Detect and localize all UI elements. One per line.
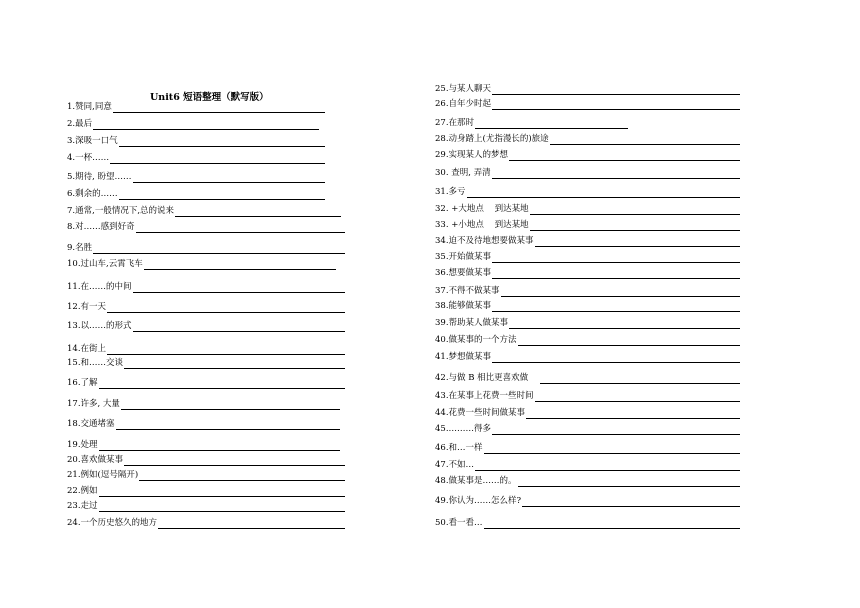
phrase-text: 多亏 xyxy=(448,187,466,197)
phrase-row xyxy=(435,201,740,215)
phrase-row xyxy=(435,405,740,419)
phrase-row xyxy=(435,457,740,471)
phrase-text: 与某人聊天 xyxy=(448,84,492,94)
phrase-number: 17. xyxy=(67,399,81,409)
phrase-text: 过山车,云霄飞车 xyxy=(80,259,143,269)
page-title: Unit6 短语整理（默写版） xyxy=(150,92,269,103)
phrase-text: 你认为……怎么样? xyxy=(448,496,522,506)
answer-blank-line[interactable] xyxy=(492,253,740,263)
phrase-number: 29. xyxy=(435,150,449,160)
phrase-row xyxy=(435,165,740,179)
phrase-row xyxy=(435,493,740,507)
phrase-text: 例如 xyxy=(80,486,98,496)
phrase-text: 花费一些时间做某事 xyxy=(448,408,526,418)
phrase-row xyxy=(435,115,628,129)
phrase-number: 40. xyxy=(435,335,449,345)
phrase-row xyxy=(435,473,740,487)
answer-blank-line[interactable] xyxy=(175,207,341,217)
phrase-number: 10. xyxy=(67,259,81,269)
phrase-row xyxy=(435,440,740,454)
phrase-number: 11. xyxy=(67,282,81,292)
phrase-text: 了解 xyxy=(80,378,98,388)
phrase-text: 开始做某事 xyxy=(448,252,492,262)
answer-blank-line[interactable] xyxy=(492,169,740,179)
phrase-text: 在……的中间 xyxy=(80,282,132,292)
phrase-number: 19. xyxy=(67,440,81,450)
phrase-row xyxy=(67,299,345,313)
phrase-text: 能够做某事 xyxy=(448,301,492,311)
phrase-number: 36. xyxy=(435,268,449,278)
answer-blank-line[interactable] xyxy=(99,379,345,389)
phrase-text: 对……感到好奇 xyxy=(75,222,135,232)
phrase-number: 49. xyxy=(435,496,449,506)
phrase-text: 不得不做某事 xyxy=(448,286,500,296)
phrase-row xyxy=(67,515,345,529)
phrase-row xyxy=(435,421,740,435)
phrase-row xyxy=(67,452,345,466)
phrase-number: 44. xyxy=(435,408,449,418)
phrase-row xyxy=(435,249,740,263)
phrase-number: 38. xyxy=(435,301,449,311)
phrase-number: 18. xyxy=(67,419,81,429)
phrase-row xyxy=(435,388,740,402)
phrase-row xyxy=(435,233,740,247)
phrase-number: 4. xyxy=(67,153,76,163)
phrase-number: 24. xyxy=(67,518,81,528)
phrase-row xyxy=(435,349,740,363)
phrase-number: 20. xyxy=(67,455,81,465)
phrase-number: 14. xyxy=(67,344,81,354)
phrase-number: 39. xyxy=(435,318,449,328)
phrase-text: 剩余的…… xyxy=(75,189,118,199)
answer-blank-line[interactable] xyxy=(484,444,740,454)
phrase-row xyxy=(435,131,740,145)
phrase-text: 不如… xyxy=(448,460,475,470)
phrase-row xyxy=(435,283,740,297)
answer-blank-line[interactable] xyxy=(107,303,345,313)
answer-blank-line[interactable] xyxy=(119,137,325,147)
phrase-text: 梦想做某事 xyxy=(448,352,492,362)
phrase-text: 帮助某人做某事 xyxy=(448,318,509,328)
phrase-text: 以……的形式 xyxy=(80,321,132,331)
phrase-row xyxy=(435,515,740,529)
answer-blank-line[interactable] xyxy=(550,135,740,145)
phrase-number: 42. xyxy=(435,373,449,383)
phrase-text: 最后 xyxy=(75,119,93,129)
answer-blank-line[interactable] xyxy=(139,471,345,481)
answer-blank-line[interactable] xyxy=(530,205,740,215)
phrase-row xyxy=(67,256,336,270)
answer-blank-line[interactable] xyxy=(124,359,345,369)
phrase-number: 25. xyxy=(435,84,449,94)
answer-blank-line[interactable] xyxy=(518,477,740,487)
phrase-number: 23. xyxy=(67,501,81,511)
phrase-text: 做某事是……的。 xyxy=(448,476,517,486)
phrase-text: 查明, 弄清 xyxy=(448,168,491,178)
phrase-text: 在某事上花费一些时间 xyxy=(448,391,534,401)
phrase-number: 37. xyxy=(435,286,449,296)
phrase-number: 32. xyxy=(435,204,449,214)
answer-blank-line[interactable] xyxy=(509,151,740,161)
phrase-row xyxy=(435,298,740,312)
phrase-number: 35. xyxy=(435,252,449,262)
phrase-row xyxy=(67,150,325,164)
phrase-row xyxy=(435,184,740,198)
phrase-row xyxy=(67,355,345,369)
phrase-number: 8. xyxy=(67,222,76,232)
answer-blank-line[interactable] xyxy=(492,353,740,363)
phrase-number: 15. xyxy=(67,358,81,368)
phrase-text: 有一天 xyxy=(80,302,107,312)
answer-blank-line[interactable] xyxy=(509,319,740,329)
phrase-number: 31. xyxy=(435,187,449,197)
phrase-row xyxy=(67,169,325,183)
answer-blank-line[interactable] xyxy=(133,173,325,183)
phrase-row xyxy=(67,416,340,430)
phrase-text: ………得多 xyxy=(448,424,492,434)
answer-blank-line[interactable] xyxy=(136,223,345,233)
phrase-number: 12. xyxy=(67,302,81,312)
phrase-number: 5. xyxy=(67,172,76,182)
phrase-number: 41. xyxy=(435,352,449,362)
answer-blank-line[interactable] xyxy=(518,336,740,346)
phrase-row xyxy=(67,498,345,512)
phrase-text: 喜欢做某事 xyxy=(80,455,124,465)
answer-blank-line[interactable] xyxy=(522,497,740,507)
phrase-text: 和……交谈 xyxy=(80,358,124,368)
answer-blank-line[interactable] xyxy=(110,154,325,164)
answer-blank-line[interactable] xyxy=(492,85,740,95)
phrase-number: 50. xyxy=(435,518,449,528)
phrase-row xyxy=(67,279,345,293)
answer-blank-line[interactable] xyxy=(121,400,340,410)
phrase-text: 通常,一般情况下,总的说来 xyxy=(75,206,175,216)
phrase-number: 28. xyxy=(435,134,449,144)
answer-blank-line[interactable] xyxy=(492,100,740,110)
phrase-row xyxy=(67,437,340,451)
phrase-number: 9. xyxy=(67,243,76,253)
phrase-text: 期待, 盼望…… xyxy=(75,172,132,182)
answer-blank-line[interactable] xyxy=(99,441,340,451)
answer-blank-line[interactable] xyxy=(501,287,740,297)
phrase-row xyxy=(435,370,740,384)
phrase-text: 名胜 xyxy=(75,243,93,253)
answer-blank-line[interactable] xyxy=(144,260,336,270)
phrase-text: 深吸一口气 xyxy=(75,136,118,146)
phrase-text: 一个历史悠久的地方 xyxy=(80,518,158,528)
phrase-row xyxy=(67,375,345,389)
phrase-number: 30. xyxy=(435,168,449,178)
answer-blank-line[interactable] xyxy=(540,374,740,384)
phrase-row xyxy=(67,341,345,355)
phrase-row xyxy=(435,217,740,231)
answer-blank-line[interactable] xyxy=(492,425,740,435)
phrase-number: 33. xyxy=(435,220,449,230)
phrase-number: 2. xyxy=(67,119,76,129)
phrase-text: +小地点 到达某地 xyxy=(448,220,529,230)
answer-blank-line[interactable] xyxy=(116,420,340,430)
phrase-text: 动身踏上(尤指漫长的)旅途 xyxy=(448,134,549,144)
phrase-text: 赞同,同意 xyxy=(75,102,112,112)
phrase-number: 26. xyxy=(435,99,449,109)
phrase-number: 27. xyxy=(435,118,449,128)
phrase-row xyxy=(67,219,345,233)
answer-blank-line[interactable] xyxy=(119,190,325,200)
phrase-row xyxy=(67,203,341,217)
phrase-text: 做某事的一个方法 xyxy=(448,335,517,345)
answer-blank-line[interactable] xyxy=(158,519,345,529)
phrase-number: 43. xyxy=(435,391,449,401)
phrase-number: 48. xyxy=(435,476,449,486)
phrase-row xyxy=(67,186,325,200)
answer-blank-line[interactable] xyxy=(475,461,740,471)
answer-blank-line[interactable] xyxy=(107,345,345,355)
phrase-text: +大地点 到达某地 xyxy=(448,204,529,214)
answer-blank-line[interactable] xyxy=(492,269,740,279)
answer-blank-line[interactable] xyxy=(93,120,319,130)
phrase-row xyxy=(435,315,740,329)
answer-blank-line[interactable] xyxy=(93,244,345,254)
phrase-row xyxy=(67,99,325,113)
phrase-text: 看一看… xyxy=(448,518,483,528)
phrase-text: 交通堵塞 xyxy=(80,419,115,429)
phrase-row xyxy=(435,96,740,110)
answer-blank-line[interactable] xyxy=(133,283,345,293)
phrase-row xyxy=(67,467,345,481)
phrase-number: 7. xyxy=(67,206,76,216)
phrase-text: 走过 xyxy=(80,501,98,511)
phrase-text: 实现某人的梦想 xyxy=(448,150,509,160)
answer-blank-line[interactable] xyxy=(133,322,345,332)
phrase-row xyxy=(67,483,345,497)
phrase-text: 许多, 大量 xyxy=(80,399,120,409)
phrase-number: 13. xyxy=(67,321,81,331)
answer-blank-line[interactable] xyxy=(492,302,740,312)
answer-blank-line[interactable] xyxy=(99,487,345,497)
phrase-row xyxy=(435,332,740,346)
phrase-number: 47. xyxy=(435,460,449,470)
phrase-number: 16. xyxy=(67,378,81,388)
phrase-row xyxy=(435,265,740,279)
phrase-number: 6. xyxy=(67,189,76,199)
phrase-text: 一杯…… xyxy=(75,153,110,163)
answer-blank-line[interactable] xyxy=(113,103,325,113)
phrase-text: 与做 B 相比更喜欢做 xyxy=(448,373,539,383)
phrase-row xyxy=(67,240,345,254)
answer-blank-line[interactable] xyxy=(530,221,740,231)
phrase-text: 想要做某事 xyxy=(448,268,492,278)
phrase-number: 3. xyxy=(67,136,76,146)
answer-blank-line[interactable] xyxy=(99,502,345,512)
phrase-number: 46. xyxy=(435,443,449,453)
answer-blank-line[interactable] xyxy=(475,119,628,129)
phrase-row xyxy=(67,116,319,130)
phrase-text: 自年少时起 xyxy=(448,99,492,109)
phrase-row xyxy=(67,133,325,147)
phrase-text: 处理 xyxy=(80,440,98,450)
answer-blank-line[interactable] xyxy=(484,519,740,529)
answer-blank-line[interactable] xyxy=(467,188,740,198)
phrase-number: 22. xyxy=(67,486,81,496)
phrase-number: 1. xyxy=(67,102,76,112)
phrase-number: 45. xyxy=(435,424,449,434)
phrase-row xyxy=(67,396,340,410)
phrase-text: 在街上 xyxy=(80,344,107,354)
phrase-row xyxy=(435,147,740,161)
answer-blank-line[interactable] xyxy=(124,456,345,466)
answer-blank-line[interactable] xyxy=(535,237,740,247)
answer-blank-line[interactable] xyxy=(526,409,740,419)
phrase-number: 21. xyxy=(67,470,81,480)
phrase-row xyxy=(67,318,345,332)
answer-blank-line[interactable] xyxy=(535,392,740,402)
phrase-text: 在那时 xyxy=(448,118,475,128)
phrase-text: 和…一样 xyxy=(448,443,483,453)
phrase-number: 34. xyxy=(435,236,449,246)
phrase-row xyxy=(435,81,740,95)
phrase-text: 迫不及待地想要做某事 xyxy=(448,236,534,246)
phrase-text: 例如(逗号隔开) xyxy=(80,470,139,480)
